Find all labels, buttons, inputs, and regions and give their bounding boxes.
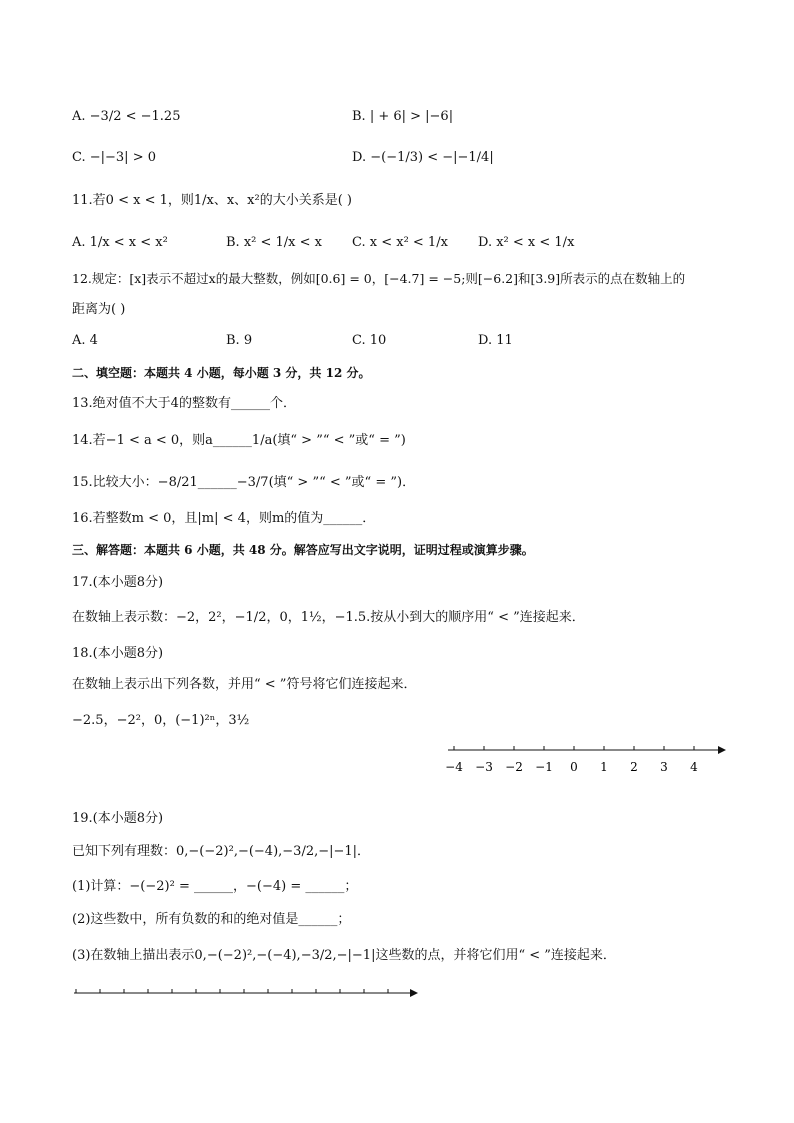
q11-option-c: C. x < x² < 1/x [352, 235, 448, 250]
q12-stem-line2: 距离为( ) [72, 302, 126, 317]
q11-option-a: A. 1/x < x < x² [72, 235, 168, 250]
q19-part-2: (2)这些数中，所有负数的和的绝对值是______； [72, 912, 351, 927]
q12-option-d: D. 11 [478, 333, 513, 348]
q11-option-d: D. x² < x < 1/x [478, 235, 575, 250]
q10-option-c: C. −|−3| > 0 [72, 150, 156, 165]
q18-tick-label: 0 [570, 760, 578, 774]
q17-heading: 17.(本小题8分) [72, 575, 164, 590]
q19-heading: 19.(本小题8分) [72, 811, 164, 826]
q18-number-line [440, 738, 730, 778]
q18-tick-label: −4 [445, 760, 463, 774]
q14: 14.若−1 < a < 0，则a______1/a(填“ > ”“ < ”或“ = ”) [72, 433, 406, 448]
q18-tick-label: −2 [505, 760, 523, 774]
q16: 16.若整数m < 0，且|m| < 4，则m的值为______． [72, 511, 376, 526]
q18-tick-label: −3 [475, 760, 493, 774]
q18-tick-label: −1 [535, 760, 553, 774]
q18-tick-label: 3 [660, 760, 668, 774]
q19-number-line [72, 983, 427, 1003]
q10-option-d: D. −(−1/3) < −|−1/4| [352, 150, 494, 165]
q19-part-3: (3)在数轴上描出表示0,−(−2)²,−(−4),−3/2,−|−1|这些数的点，并将它们用“ < ”连接起来． [72, 948, 616, 963]
q12-option-b: B. 9 [226, 333, 253, 348]
q18-numbers: −2.5，−2²，0，(−1)²ⁿ，3½ [72, 713, 250, 728]
q12-option-a: A. 4 [72, 333, 98, 348]
q18-body: 在数轴上表示出下列各数，并用“ < ”符号将它们连接起来． [72, 677, 417, 692]
q11-option-b: B. x² < 1/x < x [226, 235, 322, 250]
q15: 15.比较大小：−8/21______−3/7(填“ > ”“ < ”或“ = ”)． [72, 475, 416, 490]
q11-stem: 11.若0 < x < 1，则1/x、x、x²的大小关系是( ) [72, 193, 352, 208]
q18-tick-label: 4 [690, 760, 698, 774]
section-2-heading: 二、填空题：本题共 4 小题，每小题 3 分，共 12 分。 [72, 366, 371, 380]
q19-part-1: (1)计算：−(−2)² = ______，−(−4) = ______； [72, 879, 358, 894]
section-3-heading: 三、解答题：本题共 6 小题，共 48 分。解答应写出文字说明，证明过程或演算步骤。 [72, 543, 534, 557]
q12-stem-line1: 12.规定：[x]表示不超过x的最大整数，例如[0.6] = 0，[−4.7] = −5;则[−6.2]和[3.9]所表示的点在数轴上的 [72, 271, 686, 286]
q18-tick-label: 1 [600, 760, 608, 774]
q18-heading: 18.(本小题8分) [72, 646, 164, 661]
q10-option-b: B. | + 6| > |−6| [352, 109, 454, 124]
q10-option-a: A. −3/2 < −1.25 [72, 109, 181, 124]
q18-tick-label: 2 [630, 760, 638, 774]
q19-body: 已知下列有理数：0,−(−2)²,−(−4),−3/2,−|−1|． [72, 844, 371, 859]
q17-body: 在数轴上表示数：−2，2²，−1/2，0，1½，−1.5.按从小到大的顺序用“ < ”连接起来． [72, 610, 585, 625]
q13: 13.绝对值不大于4的整数有______个． [72, 396, 296, 411]
q12-option-c: C. 10 [352, 333, 387, 348]
